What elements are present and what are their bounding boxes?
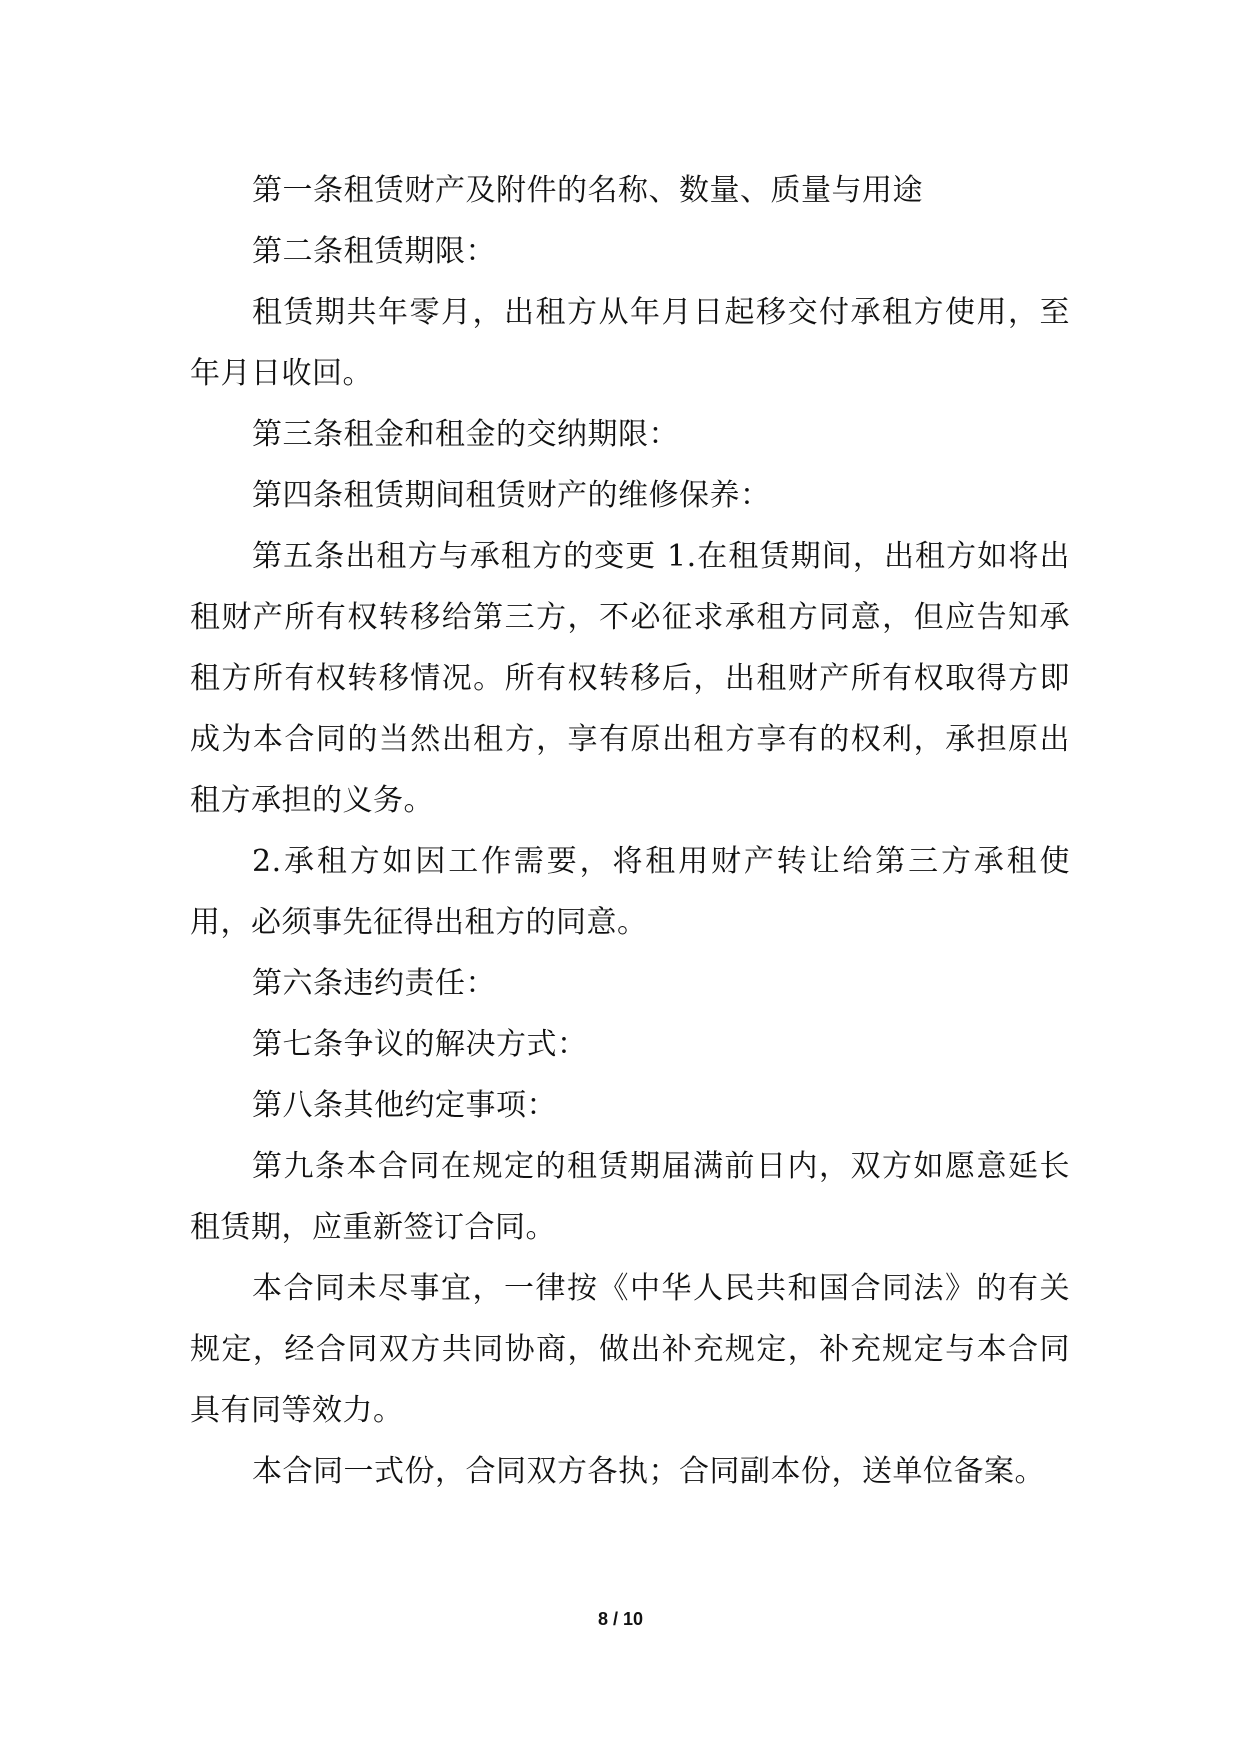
- paragraph-article-7: 第七条争议的解决方式：: [252, 1027, 588, 1062]
- paragraph-supplementary: 本合同未尽事宜，一律按《中华人民共和国合同法》的有关规定，经合同双方共同协商，做出补充规定，补充规定与本合同具有同等效力。: [190, 1271, 1070, 1428]
- paragraph-article-6: 第六条违约责任：: [252, 966, 496, 1001]
- paragraph-article-2: 第二条租赁期限：: [252, 234, 496, 269]
- paragraph-article-9: 第九条本合同在规定的租赁期届满前日内，双方如愿意延长租赁期，应重新签订合同。: [190, 1149, 1070, 1245]
- paragraph-article-8: 第八条其他约定事项：: [252, 1088, 557, 1123]
- paragraph-copies: 本合同一式份，合同双方各执；合同副本份，送单位备案。: [252, 1454, 1045, 1489]
- paragraph-article-5-item-2: 2.承租方如因工作需要，将租用财产转让给第三方承租使用，必须事先征得出租方的同意。: [190, 844, 1070, 940]
- document-body: [190, 160, 1070, 1502]
- paragraph-lease-term: 租赁期共年零月，出租方从年月日起移交付承租方使用，至年月日收回。: [190, 295, 1070, 391]
- paragraph-article-3: 第三条租金和租金的交纳期限：: [252, 417, 679, 452]
- paragraph-article-5: 第五条出租方与承租方的变更 1.在租赁期间，出租方如将出租财产所有权转移给第三方，不必征求承租方同意，但应告知承租方所有权转移情况。所有权转移后，出租财产所有权取得方即成为本合同的当然出租方，享有原出租方享有的权利，承担原出租方承担的义务。: [190, 539, 1070, 818]
- paragraph-article-1: 第一条租赁财产及附件的名称、数量、质量与用途: [252, 173, 923, 208]
- paragraph-article-4: 第四条租赁期间租赁财产的维修保养：: [252, 478, 771, 513]
- page-number: 8 / 10: [597, 1609, 644, 1629]
